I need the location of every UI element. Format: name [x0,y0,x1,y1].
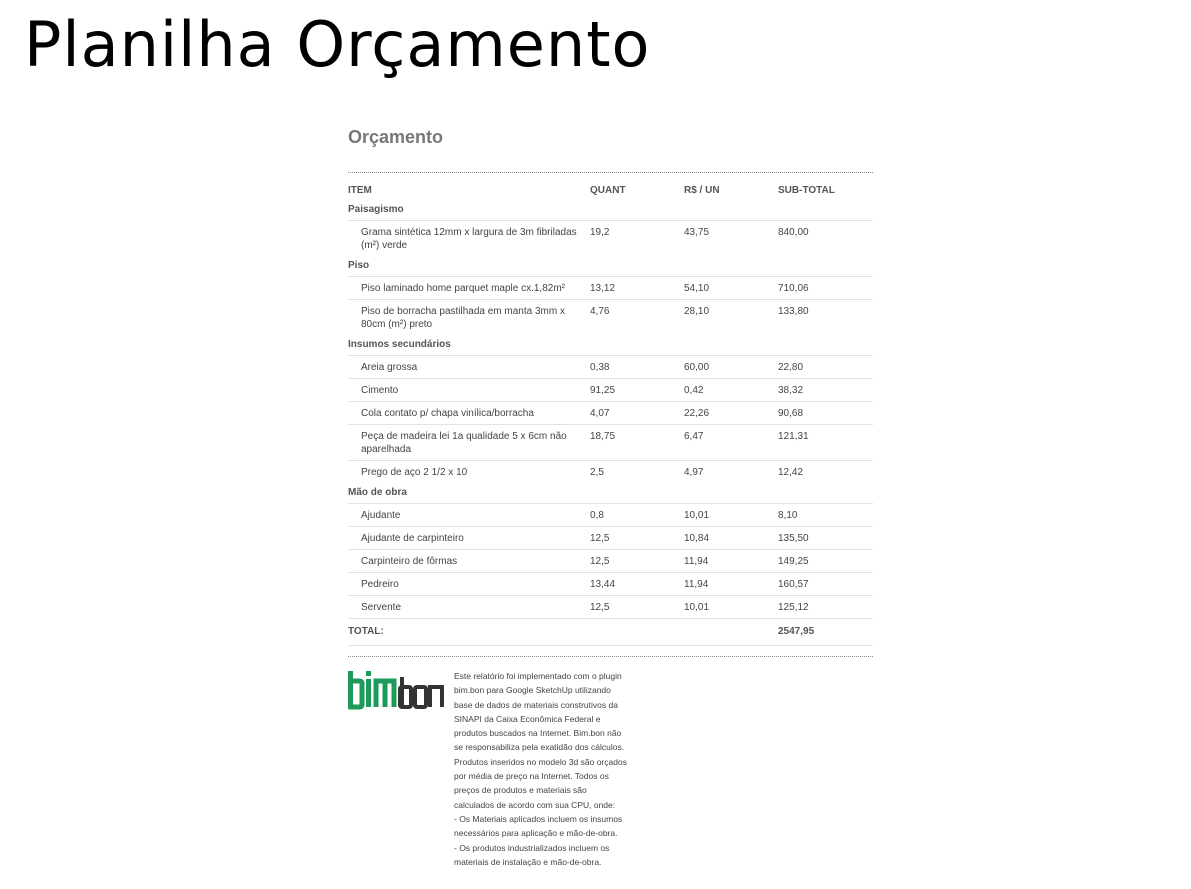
header-price: R$ / UN [684,185,720,196]
total-empty-quant [590,619,684,646]
table-row [348,461,873,484]
bottom-divider [348,656,873,657]
item-name: Areia grossa [348,356,590,379]
item-price: 22,26 [684,402,778,425]
item-name: Cola contato p/ chapa vinílica/borracha [348,402,590,425]
item-name: Grama sintética 12mm x largura de 3m fibriladas (m²) verde [348,221,590,257]
table-row [348,550,873,573]
item-subtotal: 135,50 [778,527,873,550]
disclaimer-line: por média de preço na Internet. Todos os [454,771,609,782]
item-price: 28,10 [684,300,778,336]
report-title: Orçamento [348,127,444,147]
table-row [348,402,873,425]
item-price: 43,75 [684,221,778,257]
item-price: 10,01 [684,596,778,619]
table-row [348,277,873,300]
header-quant: QUANT [590,185,626,196]
disclaimer-line: calculados de acordo com sua CPU, onde: [454,799,616,810]
item-quant: 12,5 [590,527,684,550]
table-row [348,221,873,257]
category-name: Paisagismo [348,204,404,215]
item-subtotal: 840,00 [778,221,873,257]
item-name: Ajudante de carpinteiro [348,527,590,550]
header-subtotal: SUB-TOTAL [778,185,835,196]
report-footer [348,669,873,889]
item-name: Servente [348,596,590,619]
item-subtotal: 90,68 [778,402,873,425]
table-row [348,300,873,336]
item-name: Ajudante [348,504,590,527]
item-quant: 2,5 [590,461,684,484]
disclaimer-line: se responsabiliza pela exatidão dos cálculos. [454,742,625,753]
item-price: 10,84 [684,527,778,550]
category-row [348,483,873,504]
table-row [348,527,873,550]
item-name: Pedreiro [348,573,590,596]
header-item: ITEM [348,185,372,196]
item-name: Prego de aço 2 1/2 x 10 [348,461,590,484]
item-subtotal: 710,06 [778,277,873,300]
item-name: Piso de borracha pastilhada em manta 3mm x 80cm (m²) preto [348,300,590,336]
disclaimer-line: Este relatório foi implementado com o plugin [454,671,622,681]
item-subtotal: 160,57 [778,573,873,596]
category-row [348,256,873,277]
table-row [348,425,873,461]
item-price: 10,01 [684,504,778,527]
item-name: Piso laminado home parquet maple cx.1,82m² [348,277,590,300]
total-row [348,619,873,646]
total-label: TOTAL: [348,619,590,646]
category-row [348,335,873,356]
page-title: Planilha Orçamento [24,8,651,81]
disclaimer-line: bim.bon para Google SketchUp utilizando [454,685,611,696]
item-quant: 12,5 [590,550,684,573]
item-price: 11,94 [684,573,778,596]
item-subtotal: 12,42 [778,461,873,484]
item-subtotal: 133,80 [778,300,873,336]
item-subtotal: 22,80 [778,356,873,379]
table-header-row [348,173,873,200]
item-quant: 0,8 [590,504,684,527]
item-name: Peça de madeira lei 1a qualidade 5 x 6cm não aparelhada [348,425,590,461]
table-row [348,573,873,596]
bimbon-logo [348,671,444,711]
category-name: Mão de obra [348,487,407,498]
total-empty-price [684,619,778,646]
item-price: 60,00 [684,356,778,379]
item-quant: 4,76 [590,300,684,336]
item-name: Carpinteiro de fôrmas [348,550,590,573]
budget-report [348,120,873,889]
disclaimer-line: produtos buscados na Internet. Bim.bon não [454,728,622,739]
table-row [348,356,873,379]
item-quant: 4,07 [590,402,684,425]
disclaimer-line: - Os Materiais aplicados incluem os insumos [454,813,623,824]
disclaimer-line: necessários para aplicação e mão-de-obra. [454,828,618,839]
category-row [348,200,873,221]
table-body [348,200,873,619]
disclaimer-line: SINAPI da Caixa Econômica Federal e [454,713,601,724]
item-quant: 91,25 [590,379,684,402]
item-subtotal: 38,32 [778,379,873,402]
total-value: 2547,95 [778,619,873,646]
item-quant: 19,2 [590,221,684,257]
category-name: Insumos secundários [348,339,451,350]
disclaimer-line: - Os produtos industrializados incluem os [454,842,610,853]
disclaimer-line: base de dados de materiais construtivos da [454,699,618,710]
budget-table [348,173,873,646]
item-price: 0,42 [684,379,778,402]
item-name: Cimento [348,379,590,402]
item-price: 11,94 [684,550,778,573]
item-quant: 13,12 [590,277,684,300]
disclaimer-line: preços de produtos e materiais são [454,785,587,796]
item-quant: 13,44 [590,573,684,596]
item-price: 54,10 [684,277,778,300]
item-quant: 18,75 [590,425,684,461]
item-quant: 12,5 [590,596,684,619]
disclaimer-text [454,669,644,869]
category-name: Piso [348,260,370,271]
item-quant: 0,38 [590,356,684,379]
table-row [348,379,873,402]
item-subtotal: 125,12 [778,596,873,619]
item-price: 4,97 [684,461,778,484]
table-row [348,504,873,527]
item-subtotal: 149,25 [778,550,873,573]
item-subtotal: 121,31 [778,425,873,461]
disclaimer-line: Produtos inseridos no modelo 3d são orçados [454,756,627,767]
item-price: 6,47 [684,425,778,461]
item-subtotal: 8,10 [778,504,873,527]
disclaimer-line: materiais de instalação e mão-de-obra. [454,856,602,867]
table-row [348,596,873,619]
